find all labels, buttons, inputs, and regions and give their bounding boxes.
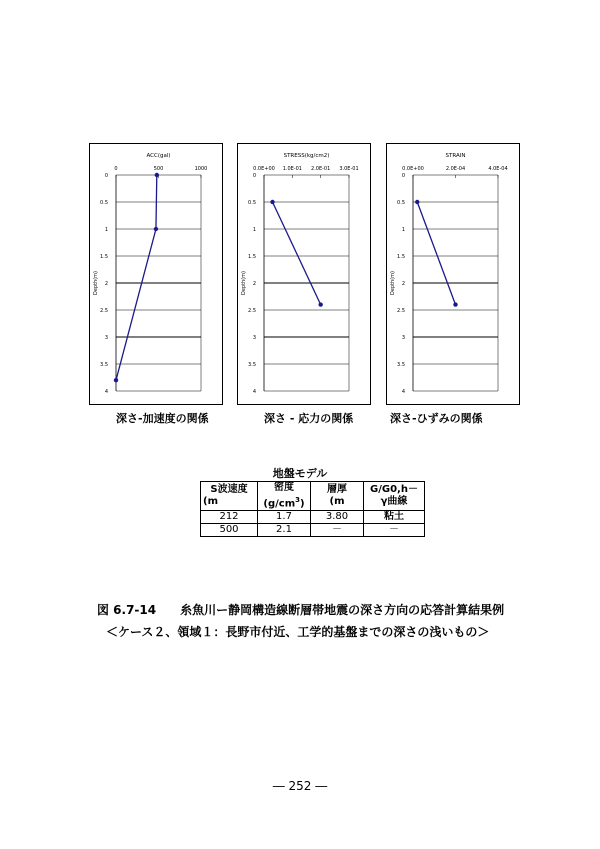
strain-data-point	[415, 200, 419, 204]
stress-y-tick-label: 1.5	[248, 254, 256, 260]
stress-chart-title: STRESS(kg/cm2)	[283, 153, 330, 159]
acc-y-tick-label: 3.5	[100, 362, 108, 368]
strain-y-tick-label: 1	[401, 227, 405, 233]
strain-chart	[386, 143, 520, 405]
acc-y-tick-label: 0	[104, 173, 108, 179]
strain-y-tick-label: 3.5	[397, 362, 405, 368]
stress-y-tick-label: 1	[252, 227, 256, 233]
cell-density: 1.7	[258, 511, 311, 524]
acc-data-point	[114, 378, 118, 382]
header-curve-line1: G/G0,h－	[370, 484, 418, 496]
header-vs-line2: (m	[203, 496, 218, 508]
cell-vs: 212	[201, 511, 258, 524]
cell-curve: －	[364, 524, 425, 537]
header-density-unit: (g/cm	[263, 498, 296, 510]
acc-data-point	[154, 227, 158, 231]
strain-y-tick-label: 0	[401, 173, 405, 179]
header-density-sup: 3	[295, 496, 301, 504]
strain-x-tick-label: 0.0E+00	[402, 166, 424, 172]
stress-chart	[237, 143, 371, 405]
header-density-line1: 密度	[274, 482, 294, 493]
figure-subtitle: ＜ケース２、領域１：長野市付近、工学的基盤までの深さの浅いもの＞	[106, 625, 490, 639]
acc-caption: 深さ-加速度の関係	[116, 412, 209, 425]
strain-data-point	[453, 302, 457, 306]
strain-caption: 深さ-ひずみの関係	[390, 412, 483, 425]
stress-y-axis-label: Depth(m)	[241, 270, 247, 296]
stress-chart-svg	[238, 144, 370, 404]
acc-y-tick-label: 2.5	[100, 308, 108, 314]
table-row	[201, 511, 425, 524]
strain-series-line	[417, 202, 455, 305]
acc-chart	[89, 143, 223, 405]
stress-y-tick-label: 0	[252, 173, 256, 179]
strain-x-tick-label: 4.0E-04	[488, 166, 508, 172]
stress-x-tick-label: 3.0E-01	[339, 166, 359, 172]
stress-series-line	[273, 202, 321, 305]
stress-x-tick-label: 1.0E-01	[282, 166, 302, 172]
acc-data-point	[155, 173, 159, 177]
header-vs	[201, 482, 258, 511]
header-vs-line1: S波速度	[210, 484, 248, 496]
table-title: 地盤モデル	[272, 467, 328, 480]
acc-x-tick-label: 0	[114, 166, 118, 172]
header-thickness-line2: (m	[329, 496, 345, 508]
acc-y-tick-label: 3	[104, 335, 108, 341]
strain-x-tick-label: 2.0E-04	[445, 166, 466, 172]
header-thickness	[311, 482, 364, 511]
acc-chart-svg	[90, 144, 222, 404]
strain-y-tick-label: 2.5	[397, 308, 405, 314]
header-thickness-line1: 層厚	[327, 484, 347, 496]
cell-thickness: －	[311, 524, 364, 537]
stress-y-tick-label: 2.5	[248, 308, 256, 314]
header-density-line2	[260, 494, 308, 510]
table-header-row	[201, 482, 425, 511]
header-curve	[364, 482, 425, 511]
strain-y-tick-label: 4	[401, 389, 405, 395]
strain-y-tick-label: 3	[401, 335, 405, 341]
acc-series-line	[116, 175, 157, 380]
acc-x-tick-label: 500	[153, 166, 164, 172]
acc-y-tick-label: 0.5	[100, 200, 108, 206]
soil-model-table	[200, 481, 425, 537]
stress-caption: 深さ - 応力の関係	[264, 412, 354, 425]
cell-thickness: 3.80	[311, 511, 364, 524]
stress-data-point	[270, 200, 274, 204]
acc-y-tick-label: 1	[104, 227, 108, 233]
figure-title: 図 6.7-14 糸魚川ー静岡構造線断層帯地震の深さ方向の応答計算結果例	[97, 603, 505, 617]
header-density	[258, 482, 311, 511]
stress-x-tick-label: 2.0E-01	[311, 166, 331, 172]
stress-y-tick-label: 3	[252, 335, 256, 341]
page-number: ― 252 ―	[272, 779, 328, 793]
stress-y-tick-label: 2	[252, 281, 256, 287]
strain-y-axis-label: Depth(m)	[390, 270, 396, 296]
acc-chart-title: ACC(gal)	[146, 153, 171, 159]
cell-density: 2.1	[258, 524, 311, 537]
cell-curve: 粘土	[364, 511, 425, 524]
strain-chart-title: STRAIN	[445, 153, 466, 159]
acc-y-axis-label: Depth(m)	[93, 270, 99, 296]
header-curve-line2: γ曲線	[380, 496, 408, 508]
header-density-close: )	[300, 498, 305, 510]
table-row	[201, 524, 425, 537]
acc-y-tick-label: 1.5	[100, 254, 108, 260]
strain-chart-svg	[387, 144, 519, 404]
cell-vs: 500	[201, 524, 258, 537]
acc-y-tick-label: 4	[104, 389, 108, 395]
stress-x-tick-label: 0.0E+00	[253, 166, 275, 172]
acc-y-tick-label: 2	[104, 281, 108, 287]
stress-y-tick-label: 0.5	[248, 200, 256, 206]
stress-data-point	[318, 302, 322, 306]
stress-y-tick-label: 4	[252, 389, 256, 395]
strain-y-tick-label: 1.5	[397, 254, 405, 260]
acc-x-tick-label: 1000	[194, 166, 208, 172]
strain-y-tick-label: 2	[401, 281, 405, 287]
stress-y-tick-label: 3.5	[248, 362, 256, 368]
strain-y-tick-label: 0.5	[397, 200, 405, 206]
